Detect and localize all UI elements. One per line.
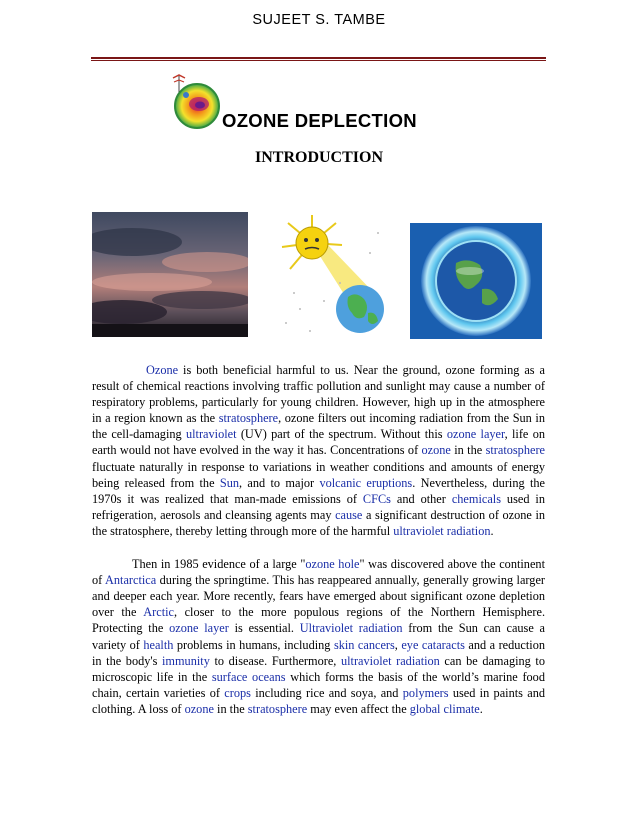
ozone-layer-globe-image bbox=[410, 223, 542, 339]
link-ultraviolet-radiation-3[interactable]: ultraviolet radiation bbox=[340, 653, 440, 668]
header-rule-thin bbox=[91, 60, 546, 61]
ozone-hole-paragraph: Then in 1985 evidence of a large "ozone hole" was discovered above the continent of Antarctica during the springtime. This has reappeared annually, generally growing larger and deeper each year. More recently, fears have emerged about significant ozone depletion over the Arctic, closer to the more populous regions of the Northern Hemisphere. Protecting the ozone layer is essential. Ultraviolet radiation from the Sun can cause a variety of health problems in humans, including skin cancers, eye cataracts and a reduction in the body's immunity to disease. Furthermore, ultraviolet radiation can be damaging to microscopic life in the surface oceans which forms the basis of the world’s marine food chain, certain varieties of crops including rice and soya, and polymers used in paints and clothing. A loss of ozone in the stratosphere may even affect the global climate. bbox=[92, 557, 546, 716]
link-global-climate[interactable]: global climate bbox=[409, 701, 480, 716]
header-author: SUJEET S. TAMBE bbox=[252, 12, 386, 28]
intro-paragraph: Ozone is both beneficial harmful to us. Near the ground, ozone forming as a result of chemical reactions involving traffic pollution and sunlight may cause a number of respiratory problems, particularly for young children. However, high up in the atmosphere in a region known as the stratosphere, ozone filters out incoming radiation from the Sun in the cell-damaging ultraviolet (UV) part of the spectrum. Without this ozone layer, life on earth would not have evolved in the way it has. Concentrations of ozone in the stratosphere fluctuate naturally in response to variations in weather conditions and amounts of energy being released from the Sun, and to major volcanic eruptions. Nevertheless, during the 1970s it was realized that man-made emissions of CFCs and other chemicals used in refrigeration, aerosols and cleansing agents may cause a significant destruction of ozone in the stratosphere, thereby letting through more of the harmful ultraviolet radiation. bbox=[92, 363, 546, 538]
globe-ozone-logo-icon bbox=[170, 73, 220, 131]
link-volcanic-eruptions[interactable]: volcanic eruptions bbox=[319, 475, 413, 490]
link-immunity[interactable]: immunity bbox=[162, 653, 210, 668]
sun-earth-illustration bbox=[280, 213, 388, 340]
link-ozone-layer[interactable]: ozone layer bbox=[446, 427, 505, 442]
link-eye-cataracts[interactable]: eye cataracts bbox=[401, 637, 465, 652]
link-stratosphere-2[interactable]: stratosphere bbox=[485, 443, 545, 458]
body-text bbox=[92, 362, 545, 717]
link-cause[interactable]: cause bbox=[335, 507, 363, 522]
link-cfcs[interactable]: CFCs bbox=[362, 491, 391, 506]
sunset-sky-image bbox=[92, 212, 248, 337]
section-heading: INTRODUCTION bbox=[254, 149, 383, 166]
header-rule bbox=[91, 57, 546, 59]
link-surface-oceans[interactable]: surface oceans bbox=[211, 669, 286, 684]
link-stratosphere-3[interactable]: stratosphere bbox=[247, 701, 308, 716]
link-polymers[interactable]: polymers bbox=[402, 685, 449, 700]
link-ozone-3[interactable]: ozone bbox=[184, 701, 214, 716]
link-skin-cancers[interactable]: skin cancers bbox=[333, 637, 395, 652]
page-title: OZONE DEPLECTION bbox=[222, 110, 417, 131]
link-ozone[interactable]: Ozone bbox=[146, 363, 179, 377]
link-sun[interactable]: Sun bbox=[219, 475, 240, 490]
link-antarctica[interactable]: Antarctica bbox=[105, 573, 157, 588]
link-arctic[interactable]: Arctic bbox=[143, 605, 174, 620]
link-crops[interactable]: crops bbox=[224, 685, 251, 700]
link-ultraviolet[interactable]: ultraviolet bbox=[185, 427, 237, 442]
link-ozone-2[interactable]: ozone bbox=[421, 443, 451, 458]
link-ozone-layer-2[interactable]: ozone layer bbox=[169, 621, 229, 636]
link-chemicals[interactable]: chemicals bbox=[451, 491, 501, 506]
link-ozone-hole[interactable]: ozone hole bbox=[305, 557, 360, 572]
link-stratosphere[interactable]: stratosphere bbox=[218, 411, 279, 426]
link-health[interactable]: health bbox=[143, 637, 174, 652]
link-ultraviolet-radiation[interactable]: ultraviolet radiation bbox=[393, 523, 491, 538]
link-ultraviolet-radiation-2[interactable]: Ultraviolet radiation bbox=[299, 621, 403, 636]
